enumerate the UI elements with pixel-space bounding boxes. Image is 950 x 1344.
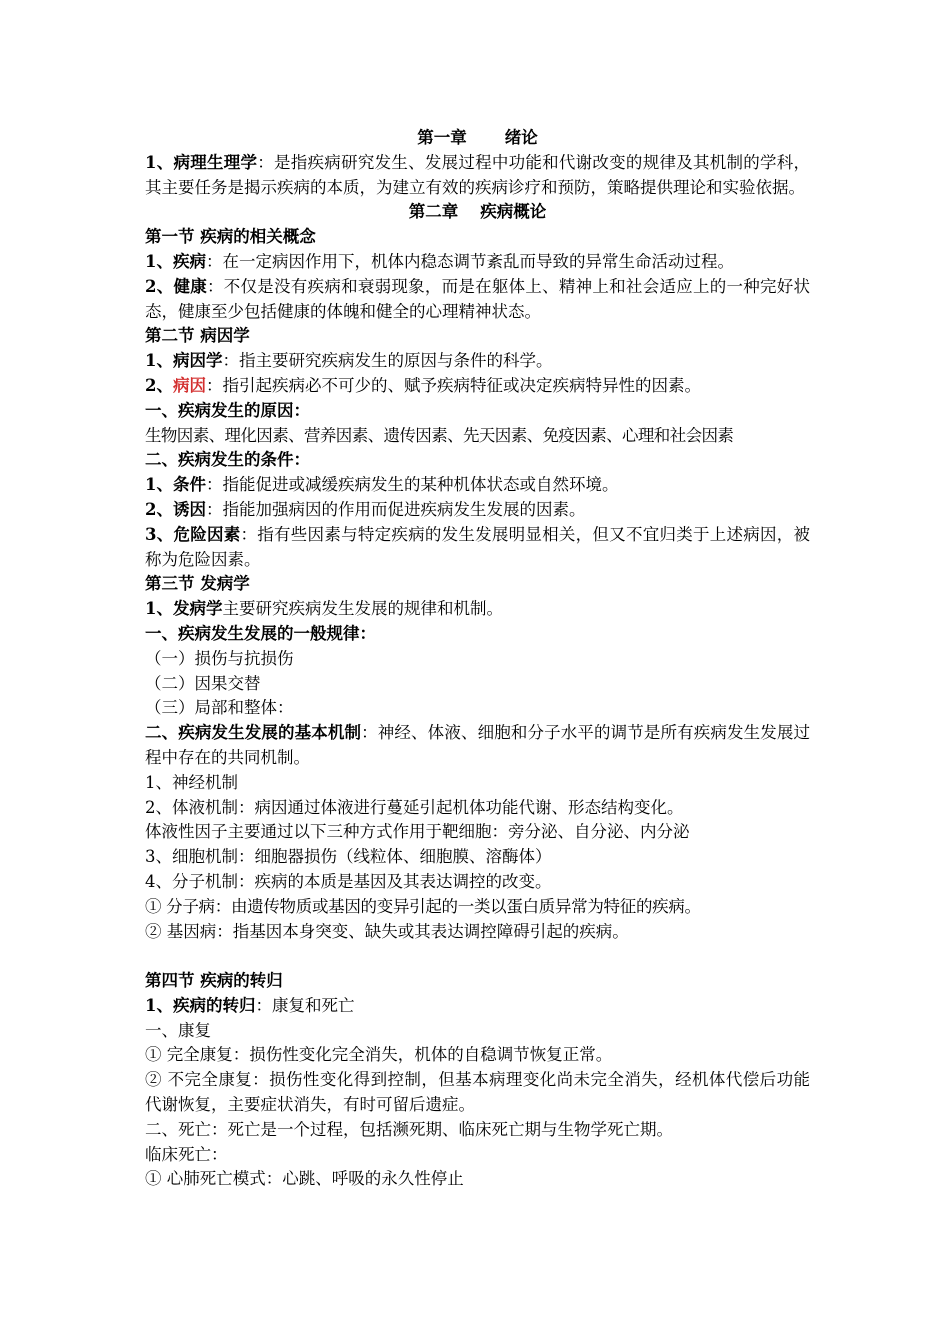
clinical-death-item: ① 心肺死亡模式：心跳、呼吸的永久性停止 bbox=[145, 1169, 464, 1189]
cause-definition bbox=[145, 374, 810, 399]
definition: ：在一定病因作用下，机体内稳态调节紊乱而导致的异常生命活动过程。 bbox=[205, 251, 734, 271]
section-2-heading: 第二节 病因学 bbox=[145, 326, 250, 346]
mechanism-subitem: ① 分子病：由遗传物质或基因的变异引起的一类以蛋白质异常为特征的疾病。 bbox=[145, 896, 701, 916]
term: 1、疾病的转归 bbox=[145, 995, 256, 1015]
section-4-heading: 第四节 疾病的转归 bbox=[145, 971, 283, 991]
precipitating-factor-definition bbox=[145, 498, 810, 523]
recovery-item: ① 完全康复：损伤性变化完全消失，机体的自稳调节恢复正常。 bbox=[145, 1045, 613, 1065]
definition: ：指能加强病因的作用而促进疾病发生发展的因素。 bbox=[205, 499, 586, 519]
rule-item: （一）损伤与抗损伤 bbox=[145, 648, 294, 668]
mechanism-subitem: ② 基因病：指基因本身突变、缺失或其表达调控障碍引起的疾病。 bbox=[145, 921, 629, 941]
definition: ：指能促进或减缓疾病发生的某种机体状态或自然环境。 bbox=[205, 475, 619, 495]
general-rules-heading: 一、疾病发生发展的一般规律： bbox=[145, 623, 376, 643]
conditions-heading: 二、疾病发生的条件： bbox=[145, 450, 310, 470]
causes-list: 生物因素、理化因素、营养因素、遗传因素、先天因素、免疫因素、心理和社会因素 bbox=[145, 425, 734, 445]
chapter-1-heading bbox=[145, 126, 810, 151]
term: 1、疾病 bbox=[145, 251, 206, 271]
term: 2、健康 bbox=[145, 276, 208, 296]
mechanism-item: 4、分子机制：疾病的本质是基因及其表达调控的改变。 bbox=[145, 871, 552, 891]
mechanism-item: 1、神经机制 bbox=[145, 772, 238, 792]
causes-heading: 一、疾病发生的原因： bbox=[145, 400, 310, 420]
definition: 主要研究疾病发生发展的规律和机制。 bbox=[222, 599, 503, 619]
disease-definition bbox=[145, 250, 810, 275]
section-3-heading: 第三节 发病学 bbox=[145, 574, 250, 594]
definition: ：不仅是没有疾病和衰弱现象，而是在躯体上、精神上和社会适应上的一种完好状态，健康至少包括健康的体魄和健全的心理精神状态。 bbox=[145, 276, 811, 321]
death-definition: 二、死亡：死亡是一个过程，包括濒死期、临床死亡期与生物学死亡期。 bbox=[145, 1119, 673, 1139]
term: 1、病因学 bbox=[145, 351, 223, 371]
term: 1、发病学 bbox=[145, 599, 223, 619]
condition-definition bbox=[145, 473, 810, 498]
definition: ：康复和死亡 bbox=[255, 995, 355, 1015]
definition: ：神经、体液、细胞和分子水平的调节是所有疾病发生发展过程中存在的共同机制。 bbox=[145, 723, 811, 767]
term: 1、条件 bbox=[145, 475, 206, 495]
risk-factor-definition bbox=[145, 523, 810, 573]
definition: ：指有些因素与特定疾病的发生发展明显相关，但又不宜归类于上述病因，被称为危险因素。 bbox=[145, 524, 811, 569]
rule-item: （三）局部和整体： bbox=[145, 698, 294, 718]
recovery-heading: 一、康复 bbox=[145, 1020, 211, 1040]
term: 1、病理生理学 bbox=[145, 152, 258, 172]
definition: ：是指疾病研究发生、发展过程中功能和代谢改变的规律及其机制的学科，其主要任务是揭示疾病的本质，为建立有效的疾病诊疗和预防，策略提供理论和实验依据。 bbox=[145, 152, 810, 197]
clinical-death-heading: 临床死亡： bbox=[145, 1144, 228, 1164]
mechanism-item: 2、体液机制：病因通过体液进行蔓延引起机体功能代谢、形态结构变化。 bbox=[145, 797, 684, 817]
definition: ：指主要研究疾病发生的原因与条件的科学。 bbox=[222, 351, 553, 371]
term: 2、诱因 bbox=[145, 499, 206, 519]
document-page bbox=[145, 126, 810, 1192]
definition: ：指引起疾病必不可少的、赋予疾病特征或决定疾病特异性的因素。 bbox=[205, 375, 701, 395]
recovery-item: ② 不完全康复：损伤性变化得到控制，但基本病理变化尚未完全消失，经机体代偿后功能代谢恢复，主要症状消失，有时可留后遗症。 bbox=[145, 1070, 810, 1115]
mechanism-note: 体液性因子主要通过以下三种方式作用于靶细胞：旁分泌、自分泌、内分泌 bbox=[145, 822, 690, 842]
section-1-heading: 第一节 疾病的相关概念 bbox=[145, 227, 316, 247]
term-highlight: 病因 bbox=[172, 375, 206, 395]
basic-mechanism bbox=[145, 721, 810, 771]
etiology-definition bbox=[145, 349, 810, 374]
mechanism-item: 3、细胞机制：细胞器损伤（线粒体、细胞膜、溶酶体） bbox=[145, 847, 552, 867]
outcome-definition bbox=[145, 994, 810, 1019]
pathogenesis-definition bbox=[145, 597, 810, 622]
pathophysiology-definition bbox=[145, 151, 810, 201]
chapter-1-number: 第一章 bbox=[417, 128, 467, 147]
chapter-1-title: 绪论 bbox=[504, 128, 538, 147]
spacer bbox=[145, 944, 810, 969]
chapter-2-heading bbox=[145, 200, 810, 225]
health-definition bbox=[145, 275, 810, 325]
term: 3、危险因素 bbox=[145, 524, 241, 544]
chapter-2-title: 疾病概论 bbox=[480, 202, 547, 222]
term-number: 2、 bbox=[145, 375, 173, 395]
chapter-2-number: 第二章 bbox=[408, 202, 459, 222]
term: 二、疾病发生发展的基本机制 bbox=[145, 723, 362, 743]
rule-item: （二）因果交替 bbox=[145, 673, 261, 693]
